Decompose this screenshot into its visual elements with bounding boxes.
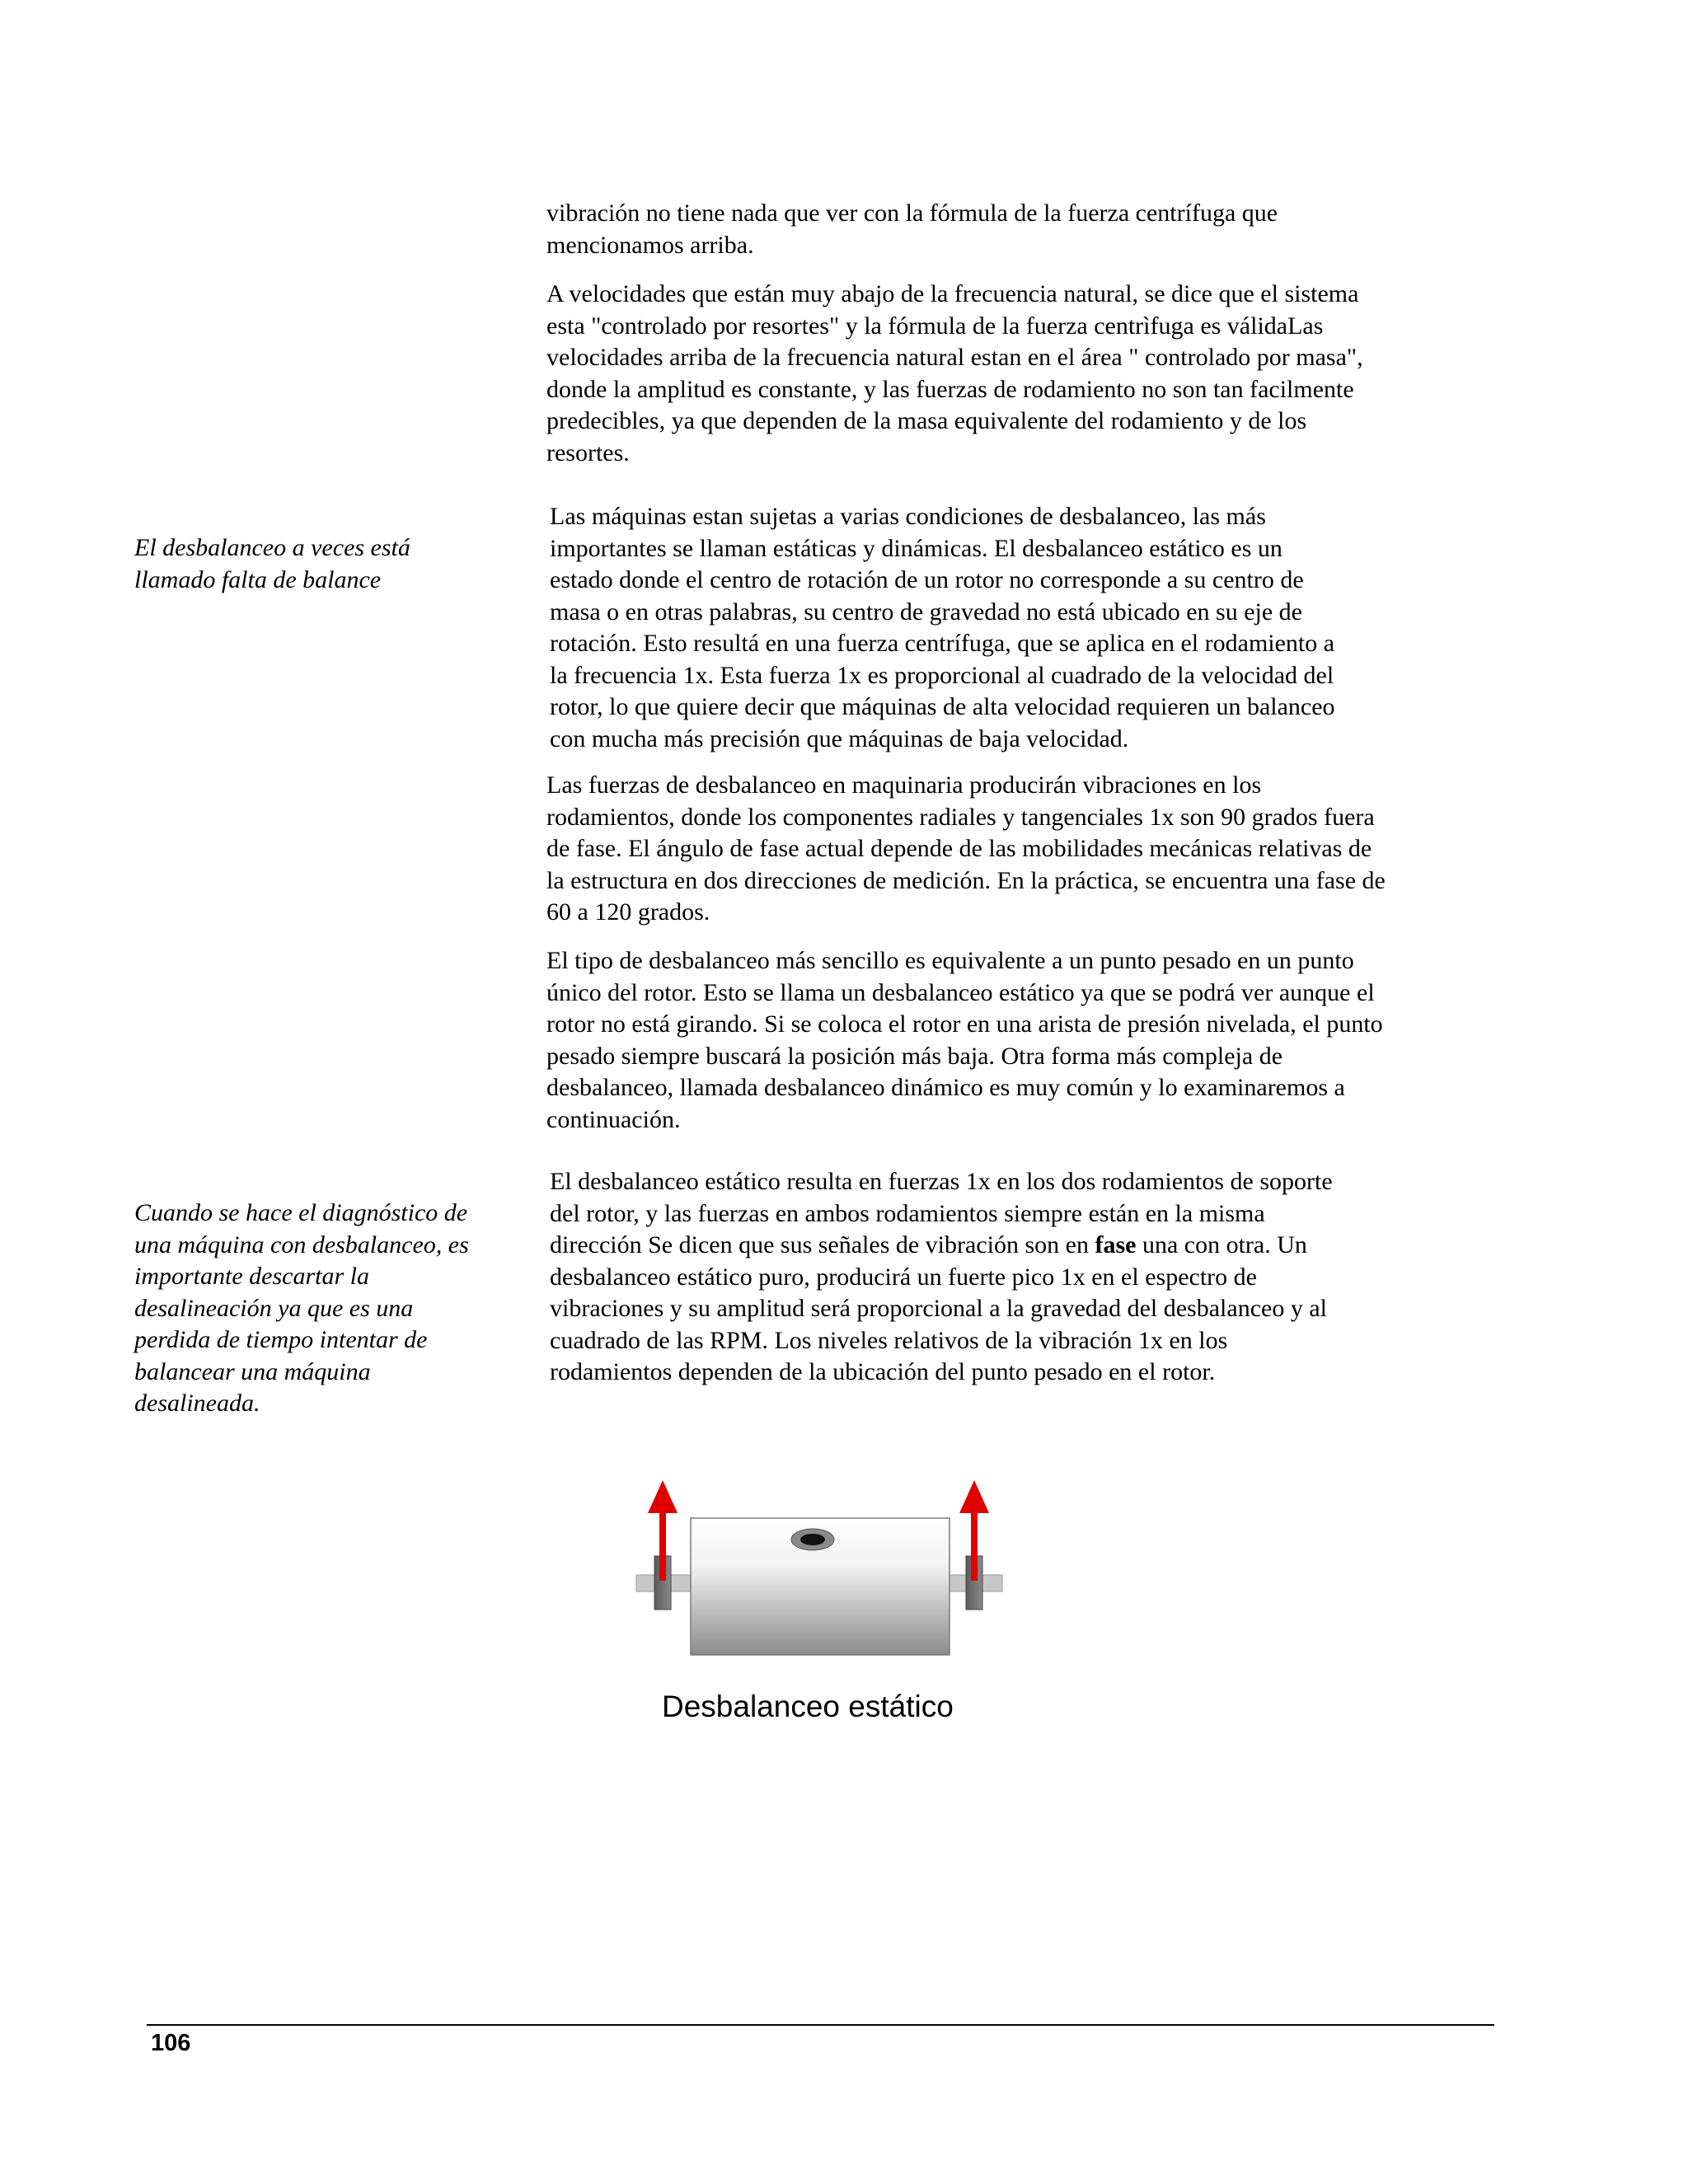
text-line: rotor, lo que quiere decir que máquinas de alta velocidad requieren un balanceo [550, 693, 1335, 720]
body-paragraph-6 [550, 1166, 1333, 1389]
text-line: velocidades arriba de la frecuencia natural estan en el área " controlado por masa", [546, 344, 1363, 371]
text-line: Las fuerzas de desbalanceo en maquinaria producirán vibraciones en los [546, 771, 1262, 799]
side-note-line: desalineada. [134, 1390, 260, 1417]
bold-term: fase [1095, 1231, 1137, 1258]
figure-caption: Desbalanceo estático [662, 1690, 954, 1723]
side-note-line: Cuando se hace el diagnóstico de [134, 1199, 468, 1226]
text-line: esta "controlado por resortes" y la fórmula de la fuerza centrìfuga es válidaLas [546, 312, 1324, 340]
text-line: El tipo de desbalanceo más sencillo es equivalente a un punto pesado en un punto [546, 947, 1354, 974]
text-line: cuadrado de las RPM. Los niveles relativos de la vibración 1x en los [550, 1326, 1228, 1354]
force-arrow-left-icon [648, 1480, 678, 1581]
text-line: resortes. [546, 438, 630, 466]
side-note-1 [134, 532, 530, 596]
text-run: dirección Se dicen que sus señales de vibración son en [550, 1231, 1095, 1258]
text-line: A velocidades que están muy abajo de la frecuencia natural, se dice que el sistema [546, 280, 1359, 307]
rotor-diagram [626, 1475, 1014, 1669]
side-note-line: perdida de tiempo intentar de [134, 1326, 428, 1353]
page-number: 106 [151, 2030, 191, 2056]
text-line: con mucha más precisión que máquinas de baja velocidad. [550, 724, 1129, 752]
text-line: donde la amplitud es constante, y las fuerzas de rodamiento no son tan facilmente [546, 375, 1354, 403]
body-paragraph-3 [550, 501, 1335, 755]
side-note-line: desalineación ya que es una [134, 1294, 414, 1322]
body-paragraph-5 [546, 945, 1383, 1136]
text-line: rodamientos, donde los componentes radiales y tangenciales 1x son 90 grados fuera [546, 803, 1375, 831]
body-paragraph-2 [546, 279, 1363, 469]
text-line: mencionamos arriba. [546, 231, 754, 259]
text-line: de fase. El ángulo de fase actual depende de las mobilidades mecánicas relativas de [546, 835, 1372, 862]
side-note-line: llamado falta de balance [134, 565, 382, 593]
text-run: una con otra. Un [1136, 1231, 1307, 1258]
side-note-line: El desbalanceo a veces está [134, 534, 410, 561]
text-line: continuación. [546, 1105, 681, 1133]
text-line: del rotor, y las fuerzas en ambos rodamientos siempre están en la misma [550, 1199, 1265, 1227]
body-paragraph-1 [546, 198, 1278, 261]
heavy-spot-core [800, 1534, 825, 1545]
text-line: 60 a 120 grados. [546, 898, 710, 926]
text-line: El desbalanceo estático resulta en fuerzas 1x en los dos rodamientos de soporte [550, 1168, 1333, 1195]
static-unbalance-figure [626, 1475, 1014, 1669]
side-note-line: una máquina con desbalanceo, es [134, 1230, 469, 1258]
text-line: rodamientos dependen de la ubicación del punto pesado en el rotor. [550, 1358, 1216, 1385]
text-line: estado donde el centro de rotación de un rotor no corresponde a su centro de [550, 566, 1304, 593]
text-line: Las máquinas estan sujetas a varias condiciones de desbalanceo, las más [550, 503, 1266, 530]
text-line: vibración no tiene nada que ver con la fórmula de la fuerza centrífuga que [546, 199, 1278, 227]
footer-rule [147, 2024, 1494, 2026]
text-line: masa o en otras palabras, su centro de gravedad no está ubicado en su eje de [550, 598, 1302, 626]
text-line: rotación. Esto resultá en una fuerza centrífuga, que se aplica en el rodamiento a [550, 630, 1335, 657]
text-line: importantes se llaman estáticas y dinámicas. El desbalanceo estático es un [550, 534, 1282, 562]
text-line: la frecuencia 1x. Esta fuerza 1x es proporcional al cuadrado de la velocidad del [550, 661, 1334, 689]
side-note-2 [134, 1197, 530, 1420]
text-line: desbalanceo, llamada desbalanceo dinámico es muy común y lo examinaremos a [546, 1074, 1345, 1101]
text-line: predecibles, ya que dependen de la masa equivalente del rodamiento y de los [546, 407, 1307, 434]
text-line: vibraciones y su amplitud será proporcional a la gravedad del desbalanceo y al [550, 1295, 1327, 1322]
text-line-with-bold [550, 1230, 1333, 1262]
text-line: rotor no está girando. Si se coloca el rotor en una arista de presión nivelada, el punto [546, 1010, 1383, 1038]
text-line: la estructura en dos direcciones de medición. En la práctica, se encuentra una fase de [546, 866, 1386, 894]
side-note-line: importante descartar la [134, 1263, 369, 1290]
text-line: único del rotor. Esto se llama un desbalanceo estático ya que se podrá ver aunque el [546, 978, 1375, 1006]
body-paragraph-4 [546, 770, 1386, 929]
text-line: pesado siempre buscará la posición más baja. Otra forma más compleja de [546, 1042, 1283, 1070]
force-arrow-right-icon [959, 1480, 989, 1581]
text-line: desbalanceo estático puro, producirá un fuerte pico 1x en el espectro de [550, 1263, 1257, 1291]
side-note-line: balancear una máquina [134, 1357, 371, 1385]
